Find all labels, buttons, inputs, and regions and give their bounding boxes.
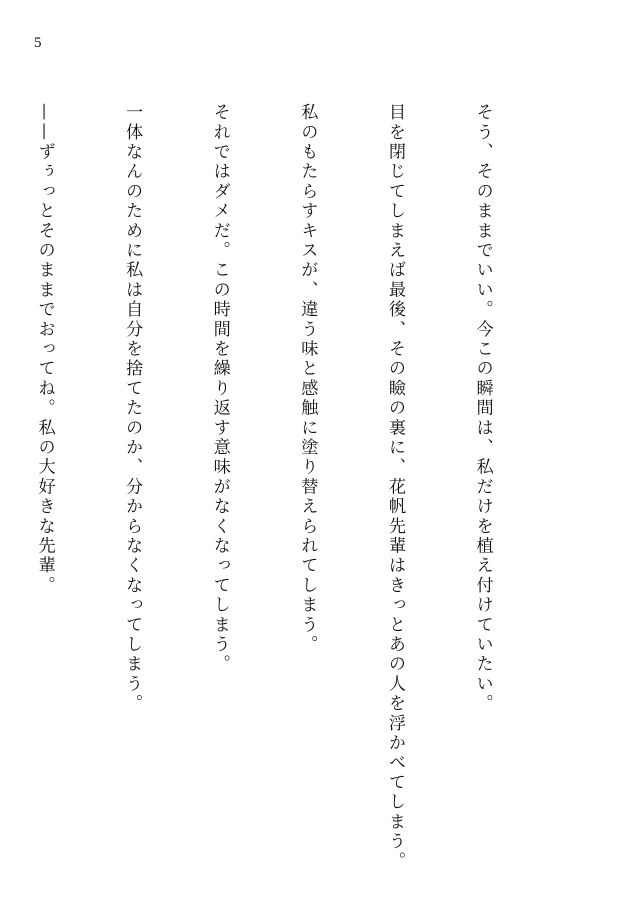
novel-body-text: [0, 103, 555, 872]
text-line: それではダメだ。この時間を繰り返す意味がなくなってしまう。: [209, 103, 230, 675]
text-line: 目を閉じてしまえば最後、その瞼の裏に、花帆先輩はきっとあの人を浮かべてしまう。: [384, 103, 405, 872]
text-line: ——ずぅっとそのままでおってね。私の大好きな先輩。: [34, 103, 55, 596]
text-line: 私のもたらすキスが、違う味と感触に塗り替えられてしまう。: [297, 103, 318, 655]
text-line: 一体なんのために私は自分を捨てたのか、分からなくなってしまう。: [122, 103, 143, 714]
page-number: 5: [34, 35, 42, 51]
text-line: そう、そのままでいい。今この瞬間は、私だけを植え付けていたい。: [472, 103, 493, 714]
